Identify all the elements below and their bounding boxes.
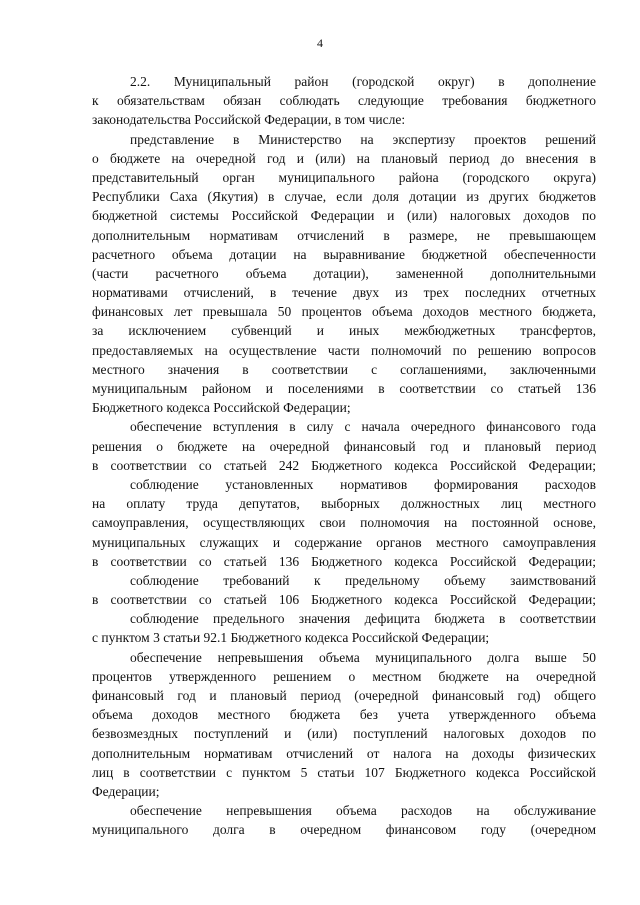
text-line: на оплату труда депутатов, выборных должностных лиц местного — [92, 496, 596, 512]
text-line: соблюдение требований к предельному объему заимствований — [130, 572, 596, 588]
text-line: лиц в соответствии с пунктом 5 статьи 107 Бюджетного кодекса Российской — [92, 764, 596, 780]
text-line: нормативами отчислений, в течение двух из трех последних отчетных — [92, 285, 596, 301]
text-line: дополнительным нормативам отчислений от налога на доходы физических — [92, 745, 596, 761]
text-line: соблюдение предельного значения дефицита бюджета в соответствии — [130, 611, 596, 627]
text-line: представительный орган муниципального района (городского округа) — [92, 169, 596, 185]
text-line: представление в Министерство на экспертизу проектов решений — [130, 131, 596, 147]
text-line: муниципального долга в очередном финансовом году (очередном — [92, 822, 596, 838]
text-line: самоуправления, осуществляющих свои полномочия на постоянной основе, — [92, 515, 596, 531]
text-line: Бюджетного кодекса Российской Федерации; — [92, 400, 351, 416]
text-line: в соответствии со статьей 106 Бюджетного кодекса Российской Федерации; — [92, 592, 596, 608]
text-line: в соответствии со статьей 136 Бюджетного кодекса Российской Федерации; — [92, 553, 596, 569]
text-line: финансовых лет превышала 50 процентов объема доходов местного бюджета, — [92, 304, 596, 320]
document-body — [92, 72, 596, 840]
text-line: с пунктом 3 статьи 92.1 Бюджетного кодекса Российской Федерации; — [92, 630, 490, 646]
text-line: Федерации; — [92, 783, 160, 799]
text-line: законодательства Российской Федерации, в том числе: — [92, 112, 406, 128]
text-line: за исключением субвенций и иных межбюджетных трансфертов, — [92, 323, 596, 339]
text-line: бюджетной системы Российской Федерации и (или) налоговых доходов по — [92, 208, 596, 224]
text-line: дополнительным нормативам отчислений в размере, не превышающем — [92, 227, 596, 243]
text-line: обеспечение вступления в силу с начала очередного финансового года — [130, 419, 596, 435]
text-line: предоставляемых на осуществление части полномочий по решению вопросов — [92, 342, 596, 358]
text-line: расчетного объема дотации на выравнивание бюджетной обеспеченности — [92, 246, 596, 262]
text-line: 2.2. Муниципальный район (городской округ) в дополнение — [130, 74, 596, 89]
text-line: к обязательствам обязан соблюдать следующие требования бюджетного — [92, 93, 596, 109]
text-line: обеспечение непревышения объема расходов на обслуживание — [130, 803, 596, 819]
text-line: безвозмездных поступлений и (или) поступлений налоговых доходов по — [92, 726, 596, 742]
text-line: местного значения в соответствии с соглашениями, заключенными — [92, 361, 596, 377]
text-line: соблюдение установленных нормативов формирования расходов — [130, 476, 596, 492]
text-line: объема доходов местного бюджета без учета утвержденного объема — [92, 707, 596, 723]
text-line: муниципальным районом и поселениями в соответствии со статьей 136 — [92, 381, 596, 396]
text-line: в соответствии со статьей 242 Бюджетного кодекса Российской Федерации; — [92, 457, 596, 473]
text-line: финансовый год и плановый период (очередной финансовый год) общего — [92, 688, 596, 703]
text-line: решения о бюджете на очередной финансовый год и плановый период — [92, 438, 596, 454]
text-line: Республики Саха (Якутия) в случае, если доля дотации из других бюджетов — [92, 189, 596, 205]
text-line: процентов утвержденного решением о местном бюджете на очередной — [92, 668, 596, 684]
page-number: 4 — [317, 36, 323, 50]
text-line: о бюджете на очередной год и (или) на плановый период до внесения в — [92, 150, 596, 166]
text-line: обеспечение непревышения объема муниципального долга выше 50 — [130, 649, 596, 665]
text-line: (части расчетного объема дотации), замененной дополнительными — [92, 265, 596, 281]
text-line: муниципальных служащих и содержание органов местного самоуправления — [92, 534, 596, 550]
